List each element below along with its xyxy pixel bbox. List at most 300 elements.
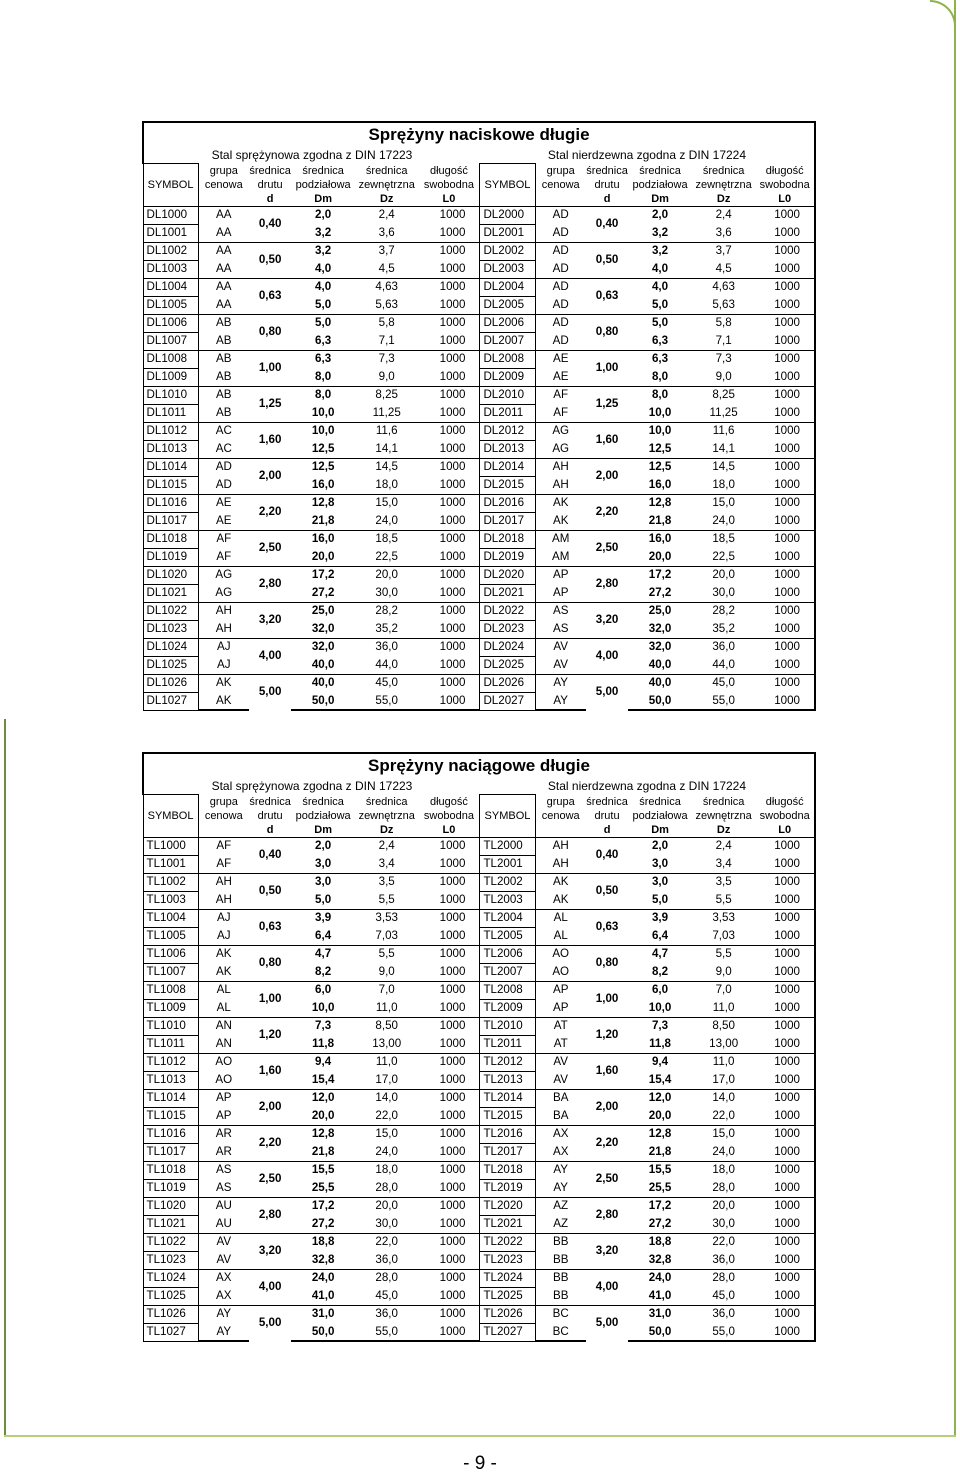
group-cell: AD <box>535 314 586 332</box>
outer-diameter-cell: 9,0 <box>378 369 395 383</box>
wire-diameter-cell: 0,40 <box>249 206 291 242</box>
free-length-cell: 1000 <box>418 873 479 891</box>
outer-diameter-cell: 28,0 <box>692 1269 756 1287</box>
column-header-pitch: Dm <box>651 823 669 836</box>
pitch-diameter-cell: 12,0 <box>628 1089 692 1107</box>
wire-diameter-cell: 0,50 <box>586 242 628 278</box>
symbol-cell: TL1020 <box>143 1197 198 1215</box>
outer-diameter-cell: 36,0 <box>712 1252 735 1266</box>
pitch-diameter-cell: 3,2 <box>291 242 355 260</box>
group-cell: AA <box>216 261 232 275</box>
outer-diameter-cell: 15,0 <box>692 1125 756 1143</box>
free-length-cell: 1000 <box>418 1125 479 1143</box>
column-header-wire: średnica <box>586 164 628 177</box>
symbol-cell: DL2006 <box>480 314 535 332</box>
outer-diameter-cell: 55,0 <box>692 692 756 710</box>
pitch-diameter-cell: 12,8 <box>291 494 355 512</box>
pitch-diameter-cell: 32,8 <box>311 1252 335 1266</box>
wire-diameter-cell: 2,00 <box>586 458 628 494</box>
extension-springs-table <box>142 752 816 1342</box>
wire-diameter-cell: 1,25 <box>249 386 291 422</box>
symbol-cell: TL2023 <box>480 1251 535 1269</box>
outer-diameter-cell: 5,63 <box>375 297 398 311</box>
symbol-cell: DL1023 <box>143 620 198 638</box>
symbol-cell: TL2008 <box>480 981 535 999</box>
table-row <box>143 674 815 692</box>
symbol-cell: DL1020 <box>143 566 198 584</box>
group-cell: AK <box>535 873 586 891</box>
outer-diameter-cell: 11,0 <box>692 1053 756 1071</box>
symbol-cell: DL2026 <box>480 674 535 692</box>
pitch-diameter-cell: 15,4 <box>311 1072 335 1086</box>
outer-diameter-cell: 22,0 <box>692 1233 756 1251</box>
pitch-diameter-cell: 41,0 <box>311 1288 335 1302</box>
group-cell: AF <box>198 530 249 548</box>
outer-diameter-cell: 3,4 <box>378 856 395 870</box>
group-cell: AY <box>535 1161 586 1179</box>
group-cell: AN <box>198 1017 249 1035</box>
free-length-cell: 1000 <box>418 1269 479 1287</box>
wire-diameter-cell: 1,20 <box>249 1017 291 1053</box>
outer-diameter-cell: 18,0 <box>355 1161 419 1179</box>
group-cell: AH <box>552 856 569 870</box>
group-cell: BB <box>552 1288 569 1302</box>
wire-diameter-cell: 1,25 <box>586 386 628 422</box>
symbol-cell: TL2019 <box>480 1179 535 1197</box>
column-header-length: L0 <box>442 823 456 836</box>
symbol-cell: TL1025 <box>143 1287 198 1305</box>
column-header-length: L0 <box>755 192 815 207</box>
column-header-pitch: podziałowa <box>632 178 688 191</box>
table-row <box>143 566 815 584</box>
pitch-diameter-cell: 11,8 <box>649 1036 672 1050</box>
outer-diameter-cell: 28,2 <box>355 602 419 620</box>
symbol-cell: DL1017 <box>143 512 198 530</box>
pitch-diameter-cell: 6,0 <box>291 981 355 999</box>
symbol-cell: DL2015 <box>480 476 535 494</box>
free-length-cell: 1000 <box>418 602 479 620</box>
pitch-diameter-cell: 7,3 <box>628 1017 692 1035</box>
symbol-cell: TL1021 <box>143 1215 198 1233</box>
wire-diameter-cell: 0,63 <box>586 909 628 945</box>
symbol-cell: TL2018 <box>480 1161 535 1179</box>
free-length-cell: 1000 <box>439 333 466 347</box>
pitch-diameter-cell: 12,5 <box>311 441 335 455</box>
group-cell: AB <box>198 386 249 404</box>
table-row <box>143 206 815 224</box>
pitch-diameter-cell: 25,0 <box>628 602 692 620</box>
symbol-cell: DL2023 <box>480 620 535 638</box>
wire-diameter-cell: 3,20 <box>586 602 628 638</box>
free-length-cell: 1000 <box>755 602 815 620</box>
group-cell: AB <box>198 314 249 332</box>
group-cell: AX <box>198 1269 249 1287</box>
outer-diameter-cell: 22,0 <box>355 1233 419 1251</box>
group-cell: AZ <box>535 1197 586 1215</box>
group-cell: AY <box>198 1305 249 1323</box>
wire-diameter-cell: 0,50 <box>249 242 291 278</box>
outer-diameter-cell: 3,7 <box>355 242 419 260</box>
outer-diameter-cell: 20,0 <box>692 566 756 584</box>
pitch-diameter-cell: 32,0 <box>648 621 672 635</box>
symbol-cell: DL2024 <box>480 638 535 656</box>
column-header-length: swobodna <box>755 178 815 192</box>
symbol-cell: DL1016 <box>143 494 198 512</box>
pitch-diameter-cell: 17,2 <box>628 1197 692 1215</box>
table-row <box>143 963 815 981</box>
group-cell: AK <box>535 494 586 512</box>
outer-diameter-cell: 8,50 <box>692 1017 756 1035</box>
outer-diameter-cell: 36,0 <box>692 1305 756 1323</box>
pitch-diameter-cell: 2,0 <box>291 837 355 855</box>
pitch-diameter-cell: 12,0 <box>291 1089 355 1107</box>
group-cell: AO <box>552 964 570 978</box>
outer-diameter-cell: 36,0 <box>692 638 756 656</box>
symbol-cell: TL2003 <box>480 891 535 909</box>
table-row <box>143 1179 815 1197</box>
table-row <box>143 602 815 620</box>
compression-springs-table <box>142 121 816 711</box>
free-length-cell: 1000 <box>439 477 466 491</box>
symbol-cell: TL2027 <box>480 1323 535 1341</box>
wire-diameter-cell: 1,00 <box>249 350 291 386</box>
symbol-cell: DL1003 <box>143 260 198 278</box>
symbol-cell: TL2014 <box>480 1089 535 1107</box>
outer-diameter-cell: 44,0 <box>712 657 735 671</box>
symbol-cell: TL2006 <box>480 945 535 963</box>
symbol-cell: TL2021 <box>480 1215 535 1233</box>
pitch-diameter-cell: 21,8 <box>311 513 335 527</box>
pitch-diameter-cell: 8,2 <box>651 964 669 978</box>
symbol-cell: DL2022 <box>480 602 535 620</box>
symbol-cell: DL2001 <box>480 224 535 242</box>
wire-diameter-cell: 0,80 <box>249 945 291 981</box>
group-cell: AD <box>552 333 569 347</box>
column-header-outer: średnica <box>702 164 745 177</box>
free-length-cell: 1000 <box>755 1125 815 1143</box>
symbol-cell: DL1015 <box>143 476 198 494</box>
table-row <box>143 332 815 350</box>
wire-diameter-cell: 0,40 <box>586 206 628 242</box>
outer-diameter-cell: 2,4 <box>355 206 419 224</box>
free-length-cell: 1000 <box>755 530 815 548</box>
outer-diameter-cell: 3,7 <box>692 242 756 260</box>
free-length-cell: 1000 <box>755 350 815 368</box>
column-header-wire: drutu <box>257 809 283 822</box>
free-length-cell: 1000 <box>418 1053 479 1071</box>
free-length-cell: 1000 <box>418 638 479 656</box>
group-cell: AD <box>535 206 586 224</box>
wire-diameter-cell: 3,20 <box>249 602 291 638</box>
group-cell: AK <box>198 945 249 963</box>
symbol-cell: DL1010 <box>143 386 198 404</box>
free-length-cell: 1000 <box>755 1287 815 1305</box>
table-row <box>143 1251 815 1269</box>
pitch-diameter-cell: 6,3 <box>628 350 692 368</box>
group-cell: AA <box>198 278 249 296</box>
column-header-outer: średnica <box>365 164 408 177</box>
table-row <box>143 458 815 476</box>
symbol-cell: DL1019 <box>143 548 198 566</box>
symbol-cell: DL2002 <box>480 242 535 260</box>
free-length-cell: 1000 <box>439 1000 466 1014</box>
outer-diameter-cell: 4,5 <box>715 261 732 275</box>
symbol-cell: TL1016 <box>143 1125 198 1143</box>
outer-diameter-cell: 28,0 <box>712 1180 735 1194</box>
outer-diameter-cell: 7,0 <box>692 981 756 999</box>
group-cell: AS <box>535 602 586 620</box>
wire-diameter-cell: 1,20 <box>586 1017 628 1053</box>
outer-diameter-cell: 36,0 <box>355 638 419 656</box>
group-cell: AP <box>198 1089 249 1107</box>
pitch-diameter-cell: 3,2 <box>651 225 669 239</box>
free-length-cell: 1000 <box>755 837 815 855</box>
free-length-cell: 1000 <box>439 657 466 671</box>
symbol-cell: TL1000 <box>143 837 198 855</box>
symbol-header: SYMBOL <box>480 795 535 838</box>
pitch-diameter-cell: 18,8 <box>628 1233 692 1251</box>
outer-diameter-cell: 15,0 <box>355 494 419 512</box>
free-length-cell: 1000 <box>755 656 815 674</box>
symbol-cell: TL2020 <box>480 1197 535 1215</box>
symbol-cell: DL1025 <box>143 656 198 674</box>
outer-diameter-cell: 7,0 <box>355 981 419 999</box>
outer-diameter-cell: 28,2 <box>692 602 756 620</box>
pitch-diameter-cell: 3,0 <box>315 856 332 870</box>
outer-diameter-cell: 15,0 <box>355 1125 419 1143</box>
column-header-length: swobodna <box>423 809 475 822</box>
symbol-cell: TL2016 <box>480 1125 535 1143</box>
group-cell: AG <box>535 422 586 440</box>
wire-diameter-cell: 5,00 <box>249 1305 291 1341</box>
outer-diameter-cell: 14,5 <box>692 458 756 476</box>
symbol-cell: DL2003 <box>480 260 535 278</box>
free-length-cell: 1000 <box>755 476 815 494</box>
free-length-cell: 1000 <box>418 350 479 368</box>
pitch-diameter-cell: 3,0 <box>291 873 355 891</box>
outer-diameter-cell: 2,4 <box>692 206 756 224</box>
table-row <box>143 891 815 909</box>
group-cell: AS <box>216 1180 232 1194</box>
free-length-cell: 1000 <box>418 530 479 548</box>
outer-diameter-cell: 22,5 <box>712 549 735 563</box>
column-header-length: długość <box>755 164 815 178</box>
symbol-cell: TL2005 <box>480 927 535 945</box>
table-row <box>143 548 815 566</box>
group-cell: AG <box>552 441 570 455</box>
symbol-cell: DL2007 <box>480 332 535 350</box>
pitch-diameter-cell: 40,0 <box>291 674 355 692</box>
symbol-cell: TL1026 <box>143 1305 198 1323</box>
outer-diameter-cell: 22,0 <box>375 1108 398 1122</box>
group-cell: AD <box>535 278 586 296</box>
group-cell: AJ <box>217 928 231 942</box>
outer-diameter-cell: 17,0 <box>712 1072 735 1086</box>
group-cell: AC <box>198 422 249 440</box>
pitch-diameter-cell: 12,5 <box>648 441 672 455</box>
group-cell: AT <box>535 1017 586 1035</box>
symbol-cell: TL2002 <box>480 873 535 891</box>
pitch-diameter-cell: 4,7 <box>291 945 355 963</box>
free-length-cell: 1000 <box>755 368 815 386</box>
free-length-cell: 1000 <box>418 1017 479 1035</box>
pitch-diameter-cell: 50,0 <box>628 692 692 710</box>
pitch-diameter-cell: 2,0 <box>291 206 355 224</box>
outer-diameter-cell: 5,5 <box>355 945 419 963</box>
symbol-cell: DL2014 <box>480 458 535 476</box>
pitch-diameter-cell: 9,4 <box>628 1053 692 1071</box>
pitch-diameter-cell: 32,0 <box>291 638 355 656</box>
column-header-length: L0 <box>442 192 456 205</box>
outer-diameter-cell: 7,3 <box>355 350 419 368</box>
pitch-diameter-cell: 24,0 <box>291 1269 355 1287</box>
group-cell: AX <box>552 1144 569 1158</box>
free-length-cell: 1000 <box>439 1252 466 1266</box>
column-header-outer: Dz <box>379 823 394 836</box>
group-cell: AA <box>198 206 249 224</box>
pitch-diameter-cell: 8,0 <box>628 386 692 404</box>
table-row <box>143 981 815 999</box>
outer-diameter-cell: 5,8 <box>692 314 756 332</box>
free-length-cell: 1000 <box>418 945 479 963</box>
column-header-group: grupa <box>546 164 575 177</box>
column-header-pitch: podziałowa <box>632 809 688 822</box>
outer-diameter-cell: 7,03 <box>712 928 735 942</box>
pitch-diameter-cell: 10,0 <box>311 1000 335 1014</box>
table-title: Sprężyny naciskowe długie <box>143 122 815 147</box>
symbol-cell: DL1026 <box>143 674 198 692</box>
free-length-cell: 1000 <box>418 566 479 584</box>
wire-diameter-cell: 2,00 <box>249 1089 291 1125</box>
symbol-cell: TL1023 <box>143 1251 198 1269</box>
pitch-diameter-cell: 16,0 <box>311 477 335 491</box>
symbol-cell: TL2025 <box>480 1287 535 1305</box>
group-cell: AO <box>535 945 586 963</box>
pitch-diameter-cell: 27,2 <box>648 1216 672 1230</box>
column-header-pitch: średnica <box>639 795 681 808</box>
outer-diameter-cell: 5,5 <box>378 892 395 906</box>
free-length-cell: 1000 <box>755 692 815 710</box>
symbol-cell: DL2008 <box>480 350 535 368</box>
free-length-cell: 1000 <box>755 945 815 963</box>
table-row <box>143 945 815 963</box>
group-cell: AL <box>535 909 586 927</box>
free-length-cell: 1000 <box>439 1144 466 1158</box>
symbol-header: SYMBOL <box>480 164 535 207</box>
pitch-diameter-cell: 5,0 <box>315 892 332 906</box>
group-cell: AD <box>552 225 569 239</box>
symbol-header: SYMBOL <box>143 164 198 207</box>
free-length-cell: 1000 <box>418 837 479 855</box>
free-length-cell: 1000 <box>439 1288 466 1302</box>
symbol-cell: DL2004 <box>480 278 535 296</box>
outer-diameter-cell: 45,0 <box>375 1288 398 1302</box>
group-cell: AV <box>553 657 569 671</box>
pitch-diameter-cell: 3,9 <box>628 909 692 927</box>
symbol-cell: DL2000 <box>480 206 535 224</box>
free-length-cell: 1000 <box>755 1017 815 1035</box>
symbol-cell: DL1012 <box>143 422 198 440</box>
wire-diameter-cell: 1,00 <box>249 981 291 1017</box>
column-header-outer: zewnętrzna <box>358 178 415 191</box>
free-length-cell: 1000 <box>439 856 466 870</box>
pitch-diameter-cell: 3,9 <box>291 909 355 927</box>
free-length-cell: 1000 <box>755 224 815 242</box>
group-cell: AK <box>198 692 249 710</box>
outer-diameter-cell: 18,0 <box>375 477 398 491</box>
symbol-cell: TL2004 <box>480 909 535 927</box>
pitch-diameter-cell: 40,0 <box>311 657 335 671</box>
table-row <box>143 404 815 422</box>
symbol-cell: TL2011 <box>480 1035 535 1053</box>
group-cell: AK <box>216 964 232 978</box>
outer-diameter-cell: 13,00 <box>709 1036 739 1050</box>
free-length-cell: 1000 <box>755 1197 815 1215</box>
free-length-cell: 1000 <box>418 1233 479 1251</box>
wire-diameter-cell: 2,00 <box>586 1089 628 1125</box>
free-length-cell: 1000 <box>755 1323 815 1341</box>
page-frame-right <box>954 0 956 1436</box>
outer-diameter-cell: 28,0 <box>375 1180 398 1194</box>
symbol-cell: DL2005 <box>480 296 535 314</box>
group-cell: AZ <box>553 1216 569 1230</box>
group-cell: AE <box>535 350 586 368</box>
outer-diameter-cell: 4,5 <box>378 261 395 275</box>
pitch-diameter-cell: 12,8 <box>628 494 692 512</box>
group-cell: AV <box>198 1233 249 1251</box>
symbol-cell: TL1001 <box>143 855 198 873</box>
table-row <box>143 1287 815 1305</box>
wire-diameter-cell: 4,00 <box>249 638 291 674</box>
wire-diameter-cell: 0,80 <box>586 314 628 350</box>
symbol-cell: DL1008 <box>143 350 198 368</box>
table-row <box>143 296 815 314</box>
free-length-cell: 1000 <box>439 297 466 311</box>
pitch-diameter-cell: 27,2 <box>311 1216 335 1230</box>
group-cell: AY <box>535 674 586 692</box>
pitch-diameter-cell: 25,0 <box>291 602 355 620</box>
group-cell: AF <box>198 837 249 855</box>
wire-diameter-cell: 2,50 <box>249 530 291 566</box>
pitch-diameter-cell: 3,0 <box>651 856 669 870</box>
free-length-cell: 1000 <box>755 386 815 404</box>
free-length-cell: 1000 <box>418 1197 479 1215</box>
wire-diameter-cell: 3,20 <box>586 1233 628 1269</box>
wire-diameter-cell: 5,00 <box>586 674 628 710</box>
symbol-cell: DL2010 <box>480 386 535 404</box>
outer-diameter-cell: 4,63 <box>692 278 756 296</box>
free-length-cell: 1000 <box>418 422 479 440</box>
pitch-diameter-cell: 31,0 <box>628 1305 692 1323</box>
wire-diameter-cell: 4,00 <box>586 1269 628 1305</box>
pitch-diameter-cell: 17,2 <box>628 566 692 584</box>
table-row <box>143 260 815 278</box>
free-length-cell: 1000 <box>755 963 815 981</box>
outer-diameter-cell: 22,0 <box>712 1108 735 1122</box>
free-length-cell: 1000 <box>418 314 479 332</box>
outer-diameter-cell: 18,0 <box>712 477 735 491</box>
free-length-cell: 1000 <box>755 242 815 260</box>
symbol-cell: TL2013 <box>480 1071 535 1089</box>
column-header-pitch: Dm <box>314 192 332 205</box>
pitch-diameter-cell: 17,2 <box>291 1197 355 1215</box>
free-length-cell: 1000 <box>755 909 815 927</box>
column-header-wire: d <box>266 192 274 205</box>
symbol-cell: TL2015 <box>480 1107 535 1125</box>
symbol-cell: TL1017 <box>143 1143 198 1161</box>
pitch-diameter-cell: 17,2 <box>291 566 355 584</box>
outer-diameter-cell: 8,25 <box>692 386 756 404</box>
